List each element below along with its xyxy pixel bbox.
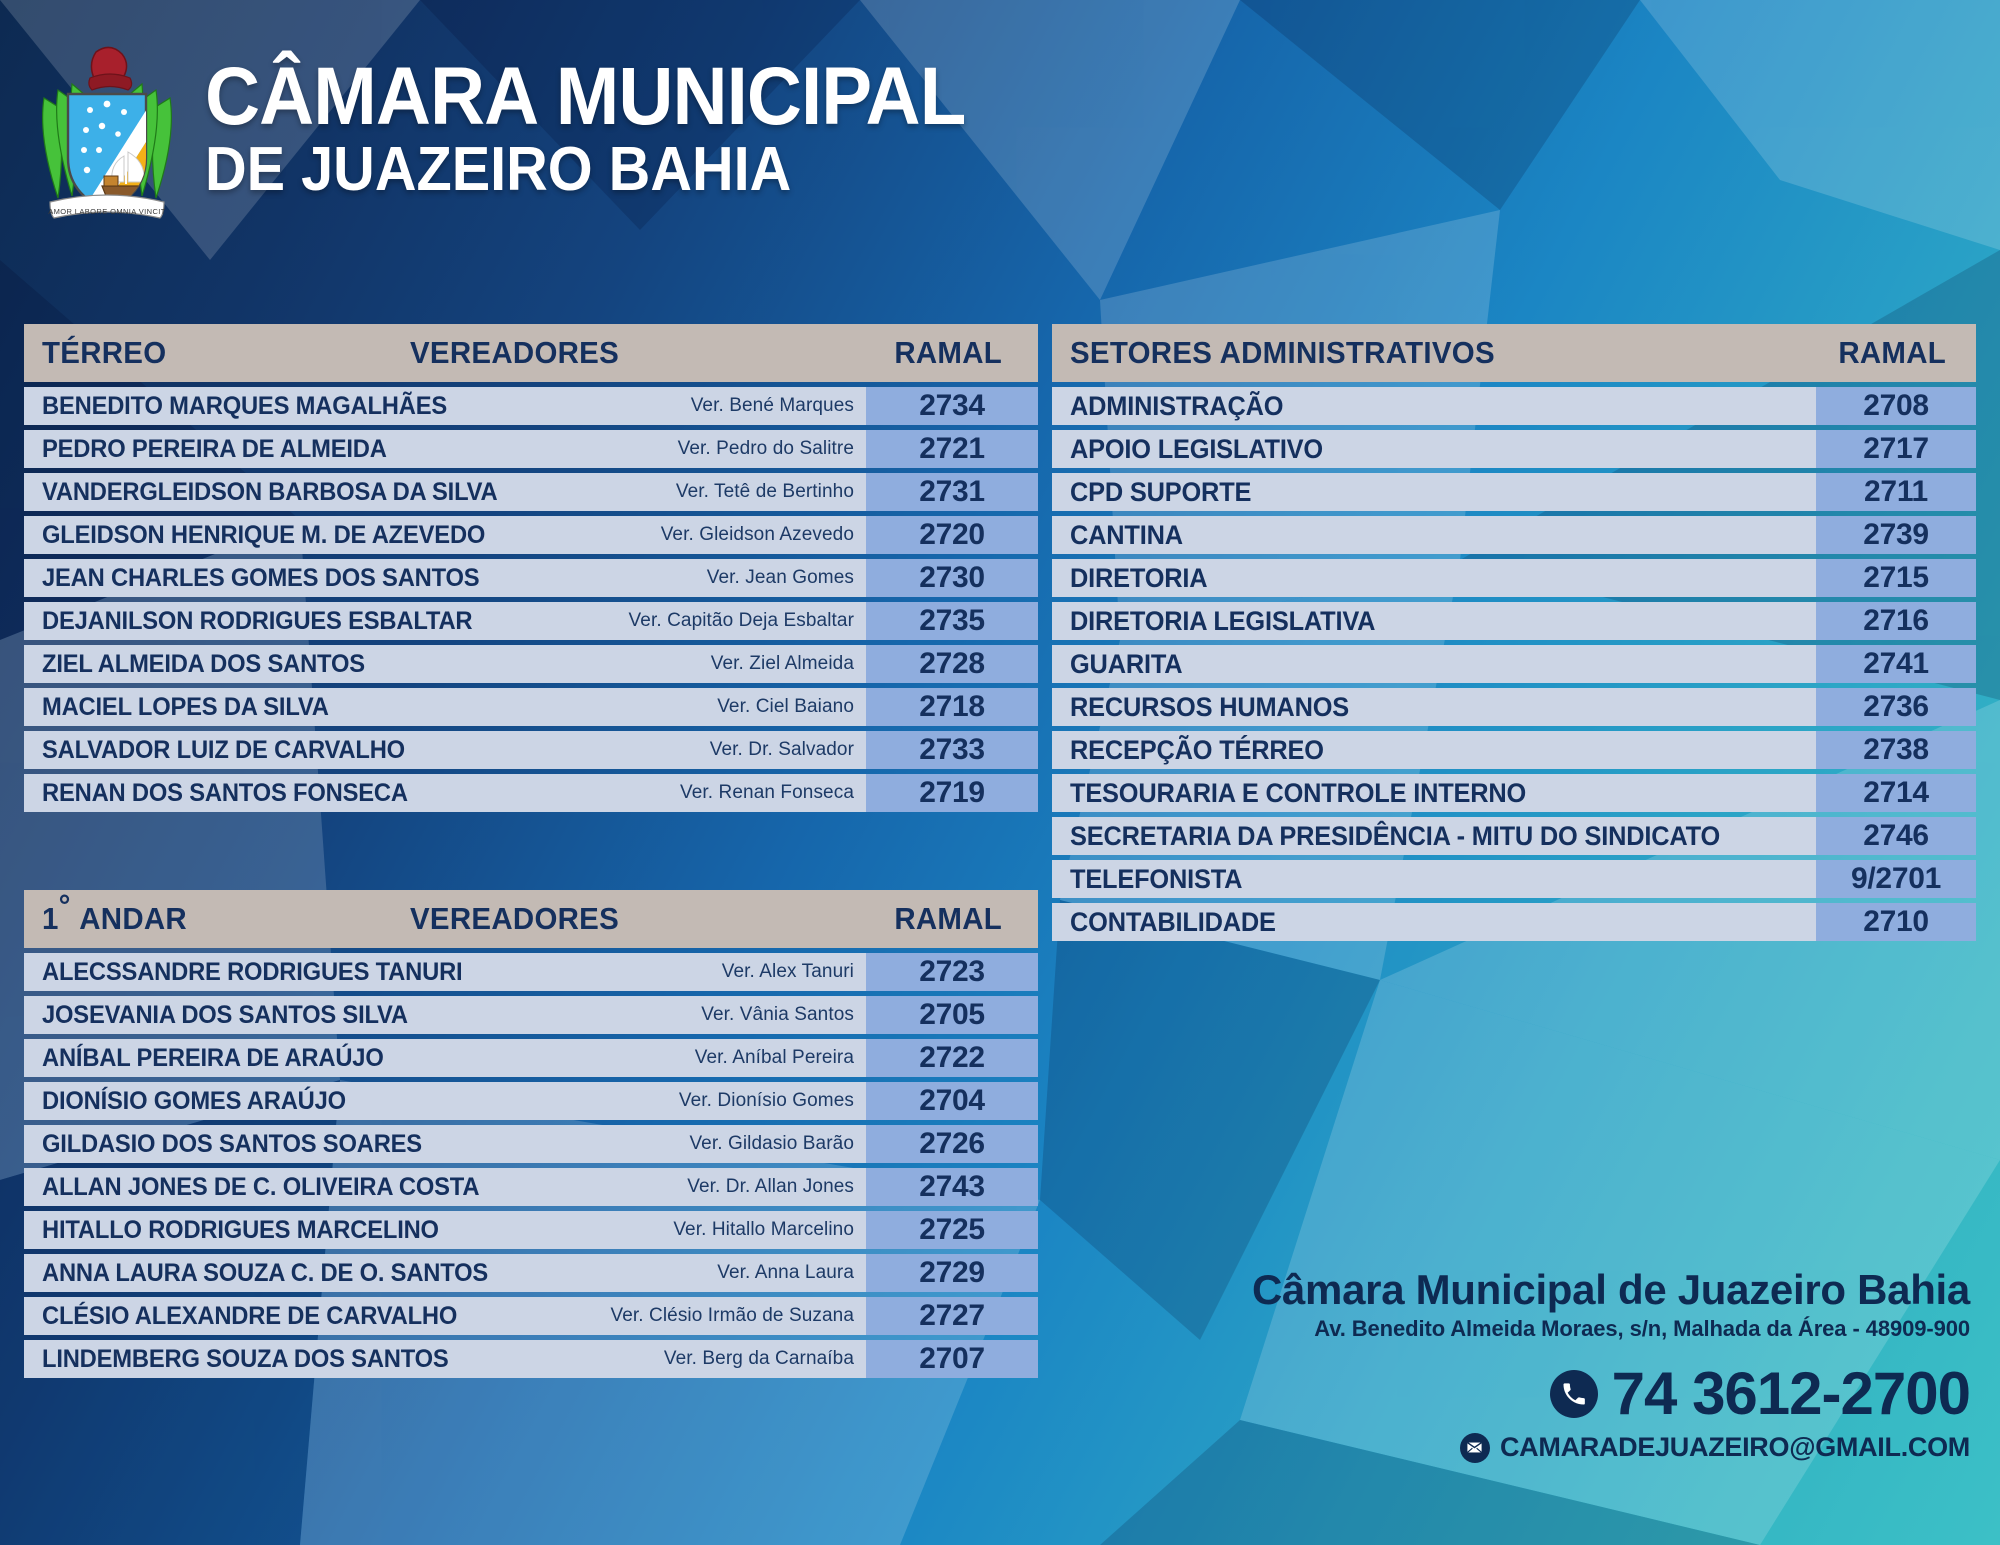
cell-vereador-name (24, 1297, 606, 1335)
table-row (24, 1168, 1038, 1206)
cell-ramal: 2725 (866, 1211, 1038, 1249)
cell-vereador-nickname: Ver. Pedro do Salitre (606, 430, 866, 468)
cell-ramal: 2723 (866, 953, 1038, 991)
table-row (1052, 645, 1976, 683)
cell-ramal: 2729 (866, 1254, 1038, 1292)
cell-vereador-name (24, 645, 606, 683)
cell-vereador-name (24, 1125, 606, 1163)
col-header-vereadores: VEREADORES (410, 901, 620, 936)
setor-name-text: DIRETORIA (1070, 562, 1208, 593)
vereador-name-text: VANDERGLEIDSON BARBOSA DA SILVA (42, 477, 498, 506)
cell-vereador-nickname: Ver. Gleidson Azevedo (606, 516, 866, 554)
setor-name-text: CPD SUPORTE (1070, 476, 1252, 507)
cell-vereador-name (24, 559, 606, 597)
cell-setor-name (1052, 602, 1816, 640)
vereador-name-text: RENAN DOS SANTOS FONSECA (42, 778, 408, 807)
cell-setor-name (1052, 731, 1816, 769)
table-row (1052, 817, 1976, 855)
cell-ramal: 2721 (866, 430, 1038, 468)
cell-ramal: 2705 (866, 996, 1038, 1034)
table-row (24, 430, 1038, 468)
vereador-name-text: SALVADOR LUIZ DE CARVALHO (42, 735, 405, 764)
cell-ramal: 2739 (1816, 516, 1976, 554)
table-row (24, 1254, 1038, 1292)
cell-vereador-name (24, 1211, 606, 1249)
vereador-name-text: PEDRO PEREIRA DE ALMEIDA (42, 434, 387, 463)
cell-vereador-name (24, 996, 606, 1034)
col-header-floor: TÉRREO (42, 335, 167, 370)
table-row (1052, 860, 1976, 898)
cell-ramal: 2734 (866, 387, 1038, 425)
cell-ramal: 2722 (866, 1039, 1038, 1077)
table-row (1052, 903, 1976, 941)
cell-ramal: 2717 (1816, 430, 1976, 468)
table-row (1052, 688, 1976, 726)
cell-setor-name (1052, 645, 1816, 683)
table-row (24, 473, 1038, 511)
cell-vereador-nickname: Ver. Vânia Santos (606, 996, 866, 1034)
col-header-setores: SETORES ADMINISTRATIVOS (1070, 335, 1495, 370)
setor-name-text: ADMINISTRAÇÃO (1070, 390, 1284, 421)
cell-ramal: 2730 (866, 559, 1038, 597)
cell-vereador-nickname: Ver. Tetê de Bertinho (606, 473, 866, 511)
table-row (24, 387, 1038, 425)
cell-setor-name (1052, 473, 1816, 511)
cell-vereador-nickname: Ver. Hitallo Marcelino (606, 1211, 866, 1249)
cell-vereador-nickname: Ver. Clésio Irmão de Suzana (606, 1297, 866, 1335)
page-subtitle: DE JUAZEIRO BAHIA (205, 134, 792, 204)
table-row (24, 996, 1038, 1034)
cell-vereador-nickname: Ver. Dionísio Gomes (606, 1082, 866, 1120)
cell-vereador-name (24, 774, 606, 812)
table-row (1052, 774, 1976, 812)
cell-ramal: 2707 (866, 1340, 1038, 1378)
table-andar1 (24, 887, 1038, 1378)
page-header (0, 0, 2000, 300)
cell-ramal: 2704 (866, 1082, 1038, 1120)
cell-ramal: 2738 (1816, 731, 1976, 769)
cell-ramal: 2731 (866, 473, 1038, 511)
cell-setor-name (1052, 817, 1816, 855)
table-terreo-body (24, 387, 1038, 812)
cell-vereador-nickname: Ver. Renan Fonseca (606, 774, 866, 812)
cell-vereador-nickname: Ver. Dr. Salvador (606, 731, 866, 769)
col-header-ramal: RAMAL (1838, 335, 1947, 370)
cell-ramal: 9/2701 (1816, 860, 1976, 898)
cell-vereador-name (24, 387, 606, 425)
footer-email-address[interactable]: CAMARADEJUAZEIRO@GMAIL.COM (1499, 1432, 1970, 1463)
cell-ramal: 2733 (866, 731, 1038, 769)
cell-setor-name (1052, 430, 1816, 468)
cell-vereador-name (24, 1082, 606, 1120)
cell-ramal: 2714 (1816, 774, 1976, 812)
cell-vereador-nickname: Ver. Gildasio Barão (606, 1125, 866, 1163)
table-row (1052, 473, 1976, 511)
table-row (24, 516, 1038, 554)
cell-ramal: 2711 (1816, 473, 1976, 511)
vereador-name-text: ALLAN JONES DE C. OLIVEIRA COSTA (42, 1172, 480, 1201)
table-andar1-header (24, 887, 1038, 948)
footer-phone-number[interactable]: 74 3612-2700 (1611, 1360, 1970, 1428)
vereador-name-text: ANNA LAURA SOUZA C. DE O. SANTOS (42, 1258, 489, 1287)
setor-name-text: APOIO LEGISLATIVO (1070, 433, 1323, 464)
table-row (1052, 731, 1976, 769)
table-row (24, 774, 1038, 812)
vereador-name-text: DIONÍSIO GOMES ARAÚJO (42, 1086, 346, 1115)
footer-address: Av. Benedito Almeida Moraes, s/n, Malhada da Área - 48909-900 (1314, 1316, 1970, 1342)
cell-ramal: 2710 (1816, 903, 1976, 941)
vereador-name-text: HITALLO RODRIGUES MARCELINO (42, 1215, 439, 1244)
cell-ramal: 2719 (866, 774, 1038, 812)
phone-icon (1550, 1370, 1598, 1418)
cell-vereador-nickname: Ver. Jean Gomes (606, 559, 866, 597)
cell-vereador-name (24, 1340, 606, 1378)
table-row (24, 953, 1038, 991)
col-header-vereadores: VEREADORES (410, 335, 620, 370)
table-row (24, 645, 1038, 683)
table-row (1052, 516, 1976, 554)
table-row (1052, 602, 1976, 640)
cell-ramal: 2741 (1816, 645, 1976, 683)
cell-setor-name (1052, 387, 1816, 425)
setor-name-text: CANTINA (1070, 519, 1183, 550)
vereador-name-text: DEJANILSON RODRIGUES ESBALTAR (42, 606, 473, 635)
cell-setor-name (1052, 559, 1816, 597)
cell-setor-name (1052, 903, 1816, 941)
footer-org-name: Câmara Municipal de Juazeiro Bahia (1251, 1266, 1970, 1313)
cell-setor-name (1052, 516, 1816, 554)
setor-name-text: RECEPÇÃO TÉRREO (1070, 734, 1324, 765)
col-header-floor (42, 887, 356, 937)
setor-name-text: GUARITA (1070, 648, 1183, 679)
vereador-name-text: MACIEL LOPES DA SILVA (42, 692, 329, 721)
setor-name-text: RECURSOS HUMANOS (1070, 691, 1350, 722)
ordinal-degree-icon: ° (58, 887, 71, 923)
cell-vereador-name (24, 430, 606, 468)
cell-ramal: 2715 (1816, 559, 1976, 597)
cell-vereador-nickname: Ver. Berg da Carnaíba (606, 1340, 866, 1378)
cell-vereador-nickname: Ver. Alex Tanuri (606, 953, 866, 991)
table-row (1052, 387, 1976, 425)
cell-setor-name (1052, 774, 1816, 812)
setor-name-text: DIRETORIA LEGISLATIVA (1070, 605, 1376, 636)
title-block (205, 51, 1023, 204)
table-row (24, 1211, 1038, 1249)
coat-of-arms-icon (14, 38, 200, 224)
col-header-ramal: RAMAL (894, 901, 1003, 936)
vereador-name-text: LINDEMBERG SOUZA DOS SANTOS (42, 1344, 449, 1373)
col-header-ramal: RAMAL (894, 335, 1003, 370)
cell-vereador-nickname: Ver. Aníbal Pereira (606, 1039, 866, 1077)
cell-ramal: 2746 (1816, 817, 1976, 855)
cell-ramal: 2735 (866, 602, 1038, 640)
vereador-name-text: BENEDITO MARQUES MAGALHÃES (42, 391, 447, 420)
vereador-name-text: CLÉSIO ALEXANDRE DE CARVALHO (42, 1301, 458, 1330)
footer-contact (1210, 1268, 1970, 1463)
cell-ramal: 2708 (1816, 387, 1976, 425)
cell-ramal: 2718 (866, 688, 1038, 726)
cell-vereador-name (24, 516, 606, 554)
cell-vereador-name (24, 688, 606, 726)
cell-vereador-name (24, 1168, 606, 1206)
setor-name-text: SECRETARIA DA PRESIDÊNCIA - MITU DO SINDICATO (1070, 820, 1721, 851)
cell-setor-name (1052, 688, 1816, 726)
table-row (24, 1340, 1038, 1378)
table-setores-header (1052, 324, 1976, 382)
table-row (24, 688, 1038, 726)
cell-ramal: 2716 (1816, 602, 1976, 640)
table-row (24, 1039, 1038, 1077)
cell-vereador-name (24, 953, 606, 991)
cell-vereador-nickname: Ver. Capitão Deja Esbaltar (606, 602, 866, 640)
table-row (1052, 430, 1976, 468)
cell-vereador-name (24, 473, 606, 511)
table-row (24, 1297, 1038, 1335)
table-terreo (24, 324, 1038, 812)
table-row (24, 1125, 1038, 1163)
vereador-name-text: GILDASIO DOS SANTOS SOARES (42, 1129, 422, 1158)
table-terreo-header (24, 324, 1038, 382)
setor-name-text: TELEFONISTA (1070, 863, 1243, 894)
cell-vereador-name (24, 1254, 606, 1292)
table-andar1-body (24, 953, 1038, 1378)
cell-vereador-nickname: Ver. Dr. Allan Jones (606, 1168, 866, 1206)
floor-word: ANDAR (79, 901, 187, 936)
cell-ramal: 2720 (866, 516, 1038, 554)
cell-vereador-name (24, 731, 606, 769)
table-row (24, 602, 1038, 640)
cell-vereador-nickname: Ver. Ziel Almeida (606, 645, 866, 683)
footer-phone-block (1210, 1360, 1970, 1428)
vereador-name-text: ALECSSANDRE RODRIGUES TANURI (42, 957, 463, 986)
cell-ramal: 2728 (866, 645, 1038, 683)
cell-vereador-nickname: Ver. Bené Marques (606, 387, 866, 425)
table-row (24, 1082, 1038, 1120)
floor-number: 1 (42, 901, 59, 936)
table-row (24, 731, 1038, 769)
cell-ramal: 2743 (866, 1168, 1038, 1206)
vereador-name-text: JEAN CHARLES GOMES DOS SANTOS (42, 563, 480, 592)
setor-name-text: CONTABILIDADE (1070, 906, 1276, 937)
cell-ramal: 2736 (1816, 688, 1976, 726)
cell-ramal: 2727 (866, 1297, 1038, 1335)
table-setores (1052, 324, 1976, 941)
footer-email-block (1210, 1432, 1970, 1463)
table-setores-body (1052, 387, 1976, 941)
table-row (1052, 559, 1976, 597)
email-icon (1460, 1433, 1490, 1463)
page-title: CÂMARA MUNICIPAL (205, 51, 966, 142)
table-row (24, 559, 1038, 597)
cell-ramal: 2726 (866, 1125, 1038, 1163)
cell-setor-name (1052, 860, 1816, 898)
cell-vereador-name (24, 1039, 606, 1077)
cell-vereador-nickname: Ver. Ciel Baiano (606, 688, 866, 726)
setor-name-text: TESOURARIA E CONTROLE INTERNO (1070, 777, 1527, 808)
vereador-name-text: ZIEL ALMEIDA DOS SANTOS (42, 649, 365, 678)
cell-vereador-name (24, 602, 606, 640)
vereador-name-text: JOSEVANIA DOS SANTOS SILVA (42, 1000, 408, 1029)
vereador-name-text: GLEIDSON HENRIQUE M. DE AZEVEDO (42, 520, 486, 549)
crest-motto: AMOR LABORE OMNIA VINCIT (48, 207, 166, 216)
vereador-name-text: ANÍBAL PEREIRA DE ARAÚJO (42, 1043, 384, 1072)
cell-vereador-nickname: Ver. Anna Laura (606, 1254, 866, 1292)
